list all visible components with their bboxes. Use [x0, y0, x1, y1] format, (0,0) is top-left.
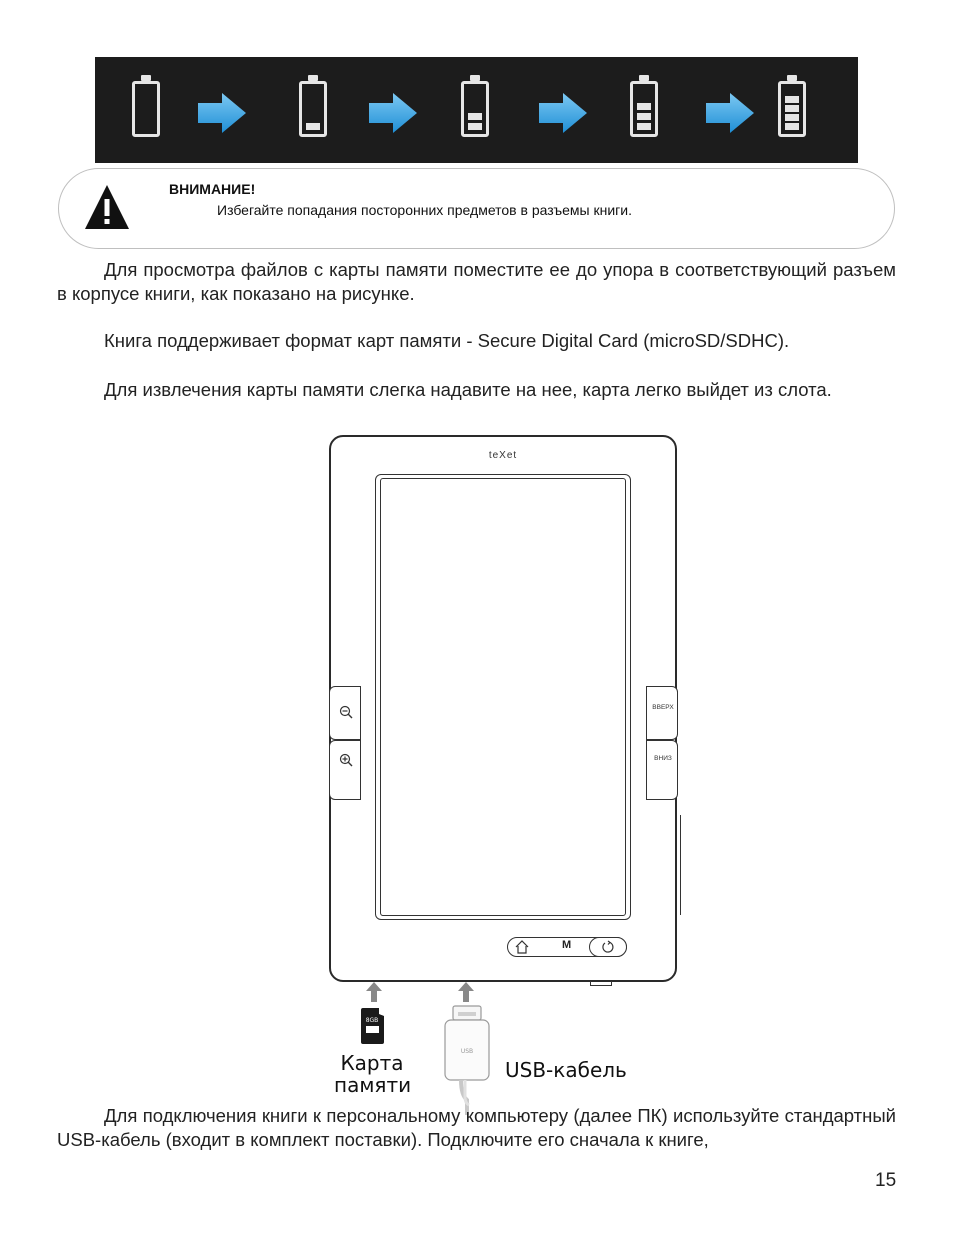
page-up-label: ВВЕРХ	[652, 704, 674, 711]
page-down-label: ВНИЗ	[654, 755, 672, 762]
arrow-right-icon	[367, 92, 419, 134]
zoom-in-icon	[339, 753, 353, 767]
battery-full-icon	[778, 81, 806, 137]
arrow-right-icon	[704, 92, 756, 134]
usb-cable-plug-icon	[443, 1005, 491, 1115]
paragraph-card-eject: Для извлечения карты памяти слегка надавите на нее, карта легко выйдет из слота.	[104, 379, 832, 400]
paragraph-pc-connection: Для подключения книги к персональному компьютеру (далее ПК) используйте стандартный USB-кабель (входит в комплект поставки). Подключите его сначала к книге,	[57, 1105, 896, 1150]
sd-card-capacity: 8GB	[365, 1017, 379, 1024]
paragraph-card-format: Книга поддерживает формат карт памяти - Secure Digital Card (microSD/SDHC).	[104, 330, 790, 351]
battery-charging-banner	[95, 57, 858, 163]
memory-card-caption	[334, 1052, 410, 1096]
battery-low-icon	[299, 81, 327, 137]
device-slot-indicator	[590, 981, 612, 986]
insert-up-arrow-icon	[458, 982, 474, 1002]
warning-title: ВНИМАНИЕ!	[169, 181, 256, 197]
zoom-out-button	[329, 686, 361, 740]
battery-empty-icon	[132, 81, 160, 137]
device-screen	[380, 478, 626, 916]
page-down-button	[646, 740, 678, 800]
zoom-in-button	[329, 740, 361, 800]
menu-button-label: M	[562, 939, 572, 951]
back-button	[589, 937, 627, 957]
arrow-right-icon	[537, 92, 589, 134]
page-number: 15	[875, 1170, 897, 1191]
back-arrow-icon	[601, 940, 615, 954]
zoom-out-icon	[339, 705, 353, 719]
memory-card-caption-line1: Карта	[340, 1051, 404, 1075]
brand-logo: teXet	[488, 450, 518, 461]
memory-card-caption-line2: памяти	[334, 1073, 412, 1097]
warning-text: Избегайте попадания посторонних предметов в разъемы книги.	[217, 202, 632, 218]
usb-plug-text: USB	[460, 1048, 474, 1055]
battery-three-quarter-icon	[630, 81, 658, 137]
microsd-card-icon	[361, 1008, 386, 1044]
usb-cable-caption: USB-кабель	[505, 1058, 627, 1082]
insert-up-arrow-icon	[366, 982, 382, 1002]
arrow-right-icon	[196, 92, 248, 134]
battery-half-icon	[461, 81, 489, 137]
paragraph-memory-card-insert: Для просмотра файлов с карты памяти поместите ее до упора в соответствующий разъем в корпусе книги, как показано на рисунке.	[57, 259, 896, 304]
page-up-button	[646, 686, 678, 740]
device-side-edge	[676, 815, 681, 915]
warning-triangle-icon	[83, 183, 131, 231]
home-icon	[512, 938, 532, 956]
